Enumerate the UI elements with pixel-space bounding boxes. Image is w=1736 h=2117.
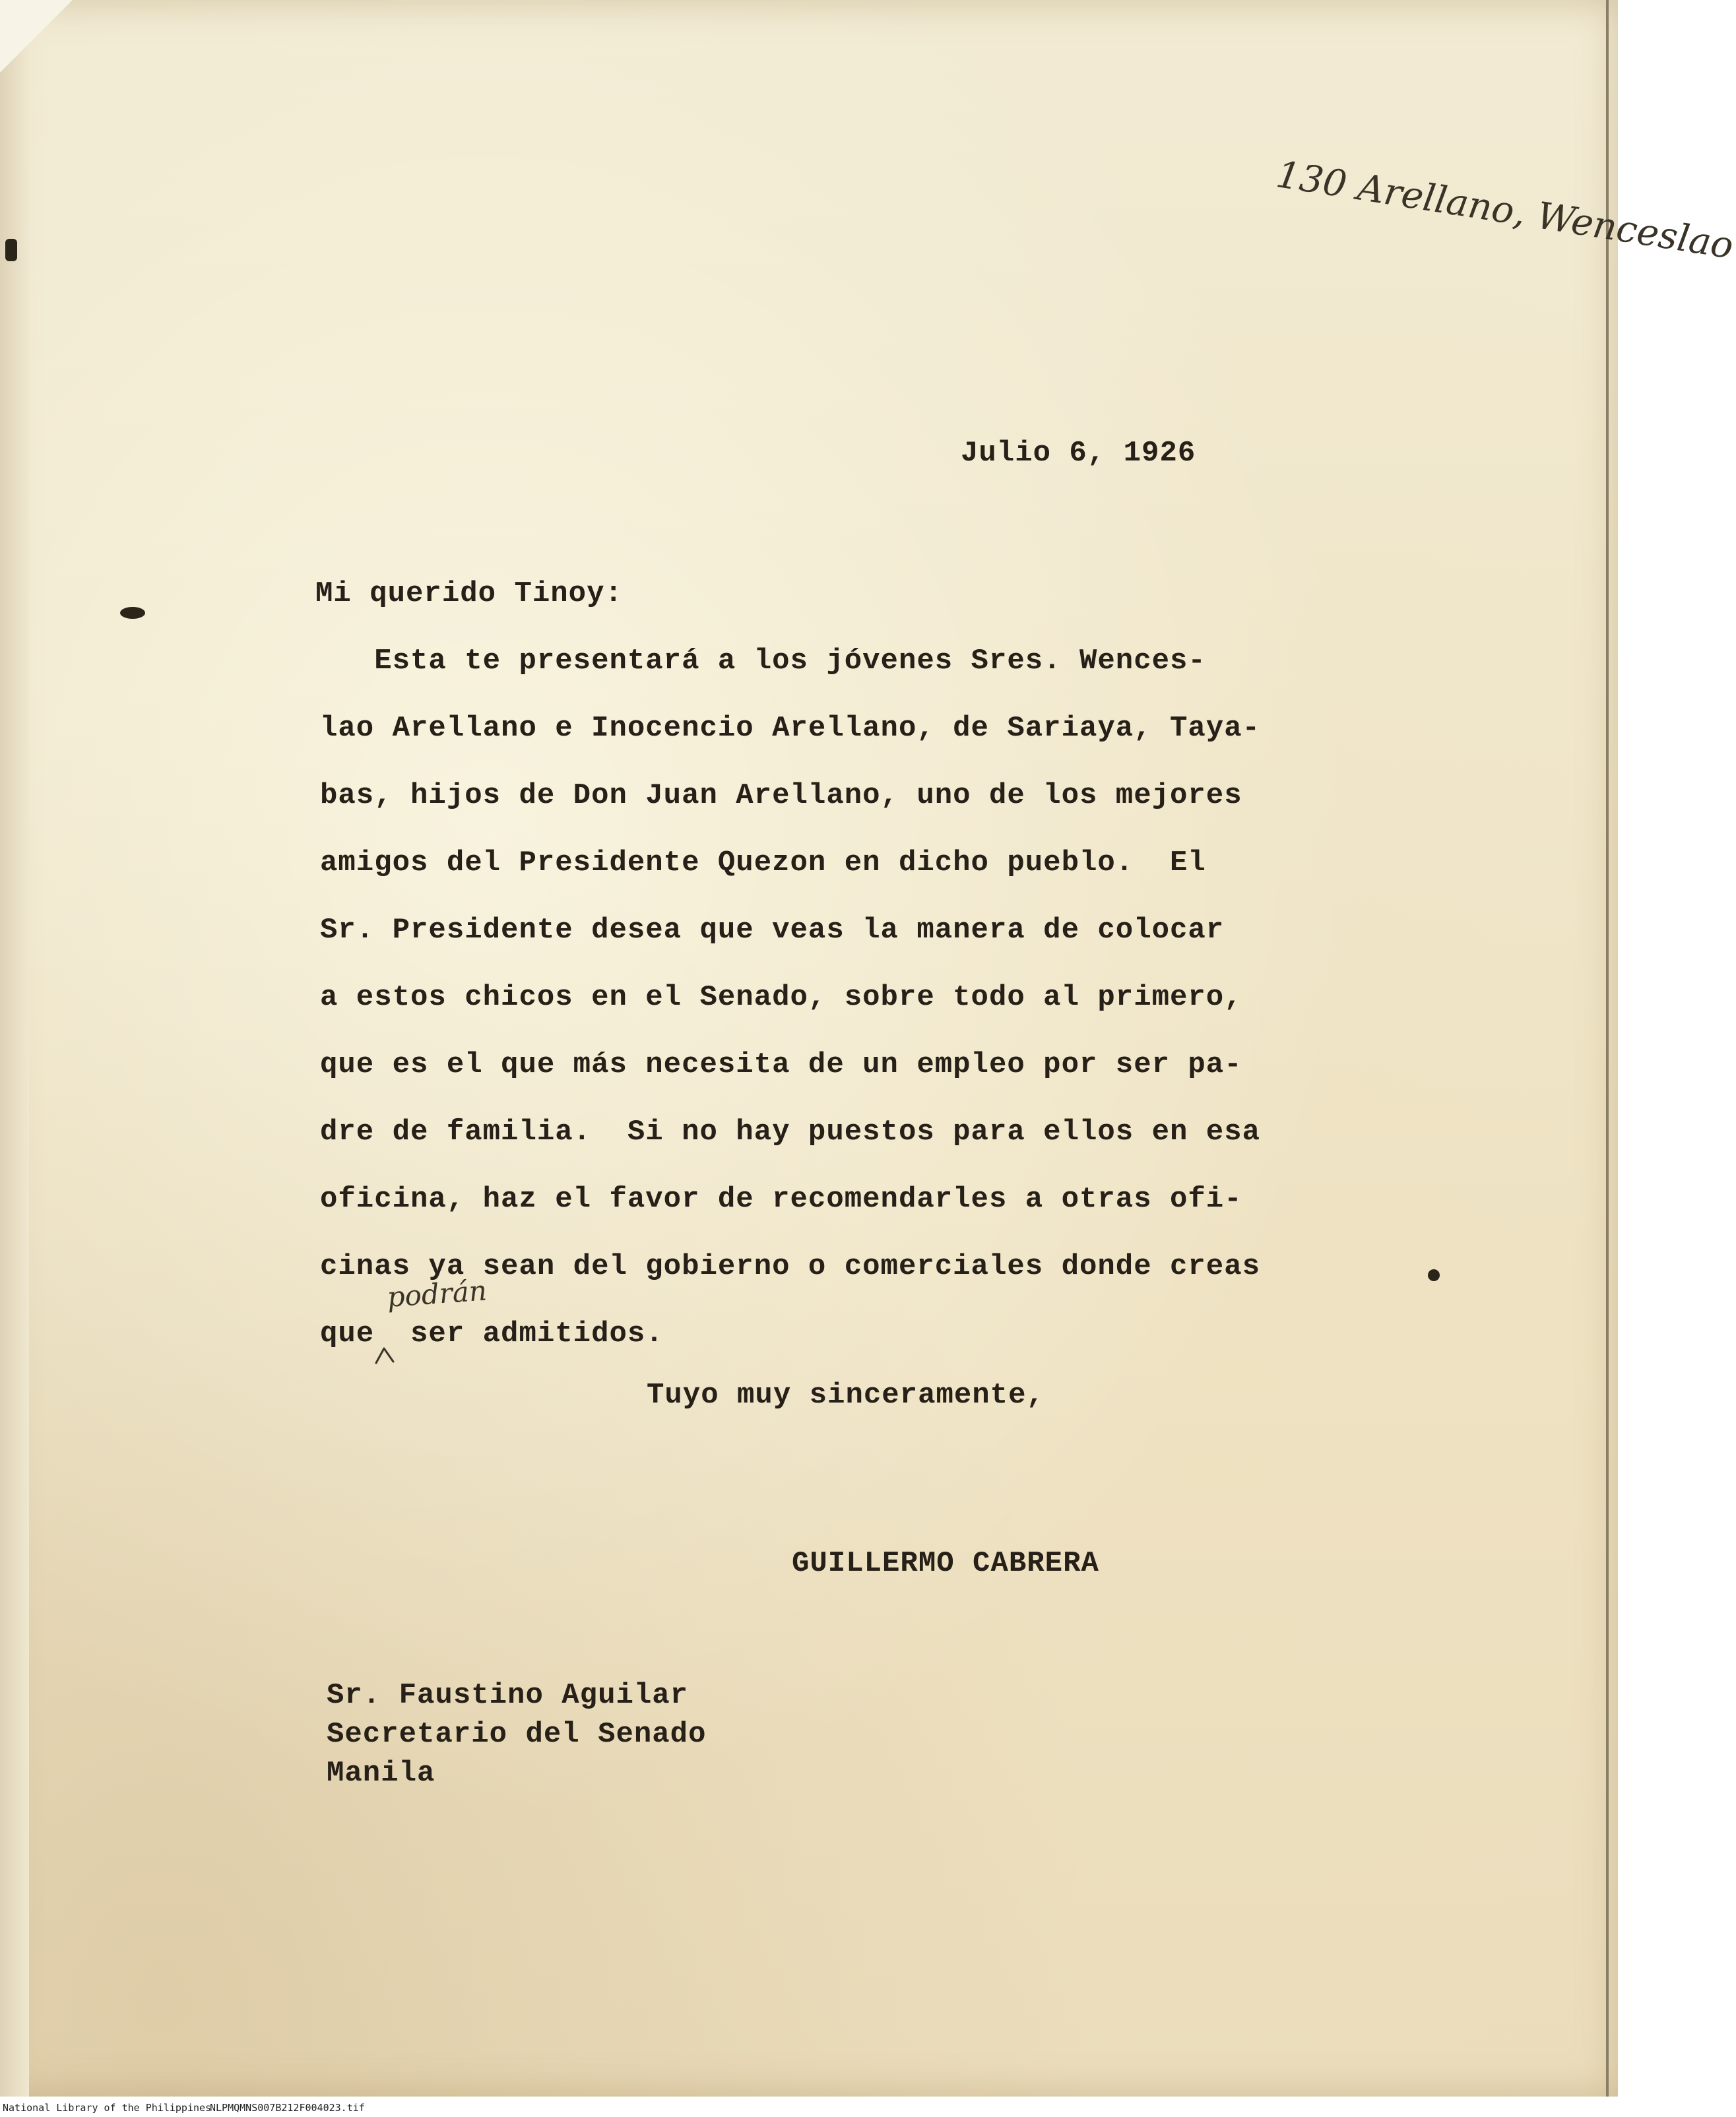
body-line: Esta te presentará a los jóvenes Sres. Wences-: [320, 645, 1206, 678]
recipient-city: Manila: [327, 1757, 435, 1790]
ink-blot-mark: [5, 239, 17, 261]
body-line: cinas ya sean del gobierno o comerciales donde creas: [320, 1250, 1261, 1283]
torn-corner: [0, 0, 73, 73]
body-line: amigos del Presidente Quezon en dicho pueblo. El: [320, 846, 1206, 879]
recipient-name: Sr. Faustino Aguilar: [327, 1679, 689, 1712]
footer-library-name: National Library of the Philippines: [3, 2102, 212, 2114]
footer-filename: NLPMQMNS007B212F004023.tif: [210, 2102, 365, 2114]
insertion-caret-mark: [373, 1346, 399, 1364]
paper-left-edge: [0, 0, 29, 2097]
handwritten-annotation: 130 Arellano, Wenceslao: [1273, 153, 1736, 268]
recipient-title: Secretario del Senado: [327, 1718, 707, 1751]
paper-right-edge: [1606, 0, 1609, 2097]
handwritten-insertion: podrán: [386, 1274, 488, 1313]
letter-body: [320, 641, 1260, 1381]
ink-blot-mark: [120, 607, 145, 619]
body-line: que ser admitidos.: [320, 1317, 664, 1350]
salutation: Mi querido Tinoy:: [315, 577, 623, 610]
body-line: oficina, haz el favor de recomendarles a otras ofi-: [320, 1183, 1242, 1216]
body-line: lao Arellano e Inocencio Arellano, de Sariaya, Taya-: [320, 712, 1261, 745]
body-line: dre de familia. Si no hay puestos para ellos en esa: [320, 1116, 1261, 1149]
body-line: bas, hijos de Don Juan Arellano, uno de los mejores: [320, 779, 1242, 812]
closing-line: Tuyo muy sinceramente,: [647, 1379, 1045, 1412]
signature-name: GUILLERMO CABRERA: [792, 1547, 1099, 1580]
body-line: que es el que más necesita de un empleo por ser pa-: [320, 1048, 1242, 1081]
ink-blot-mark: [1428, 1269, 1440, 1281]
body-line: a estos chicos en el Senado, sobre todo al primero,: [320, 981, 1242, 1014]
letter-date: Julio 6, 1926: [961, 437, 1196, 470]
body-line: Sr. Presidente desea que veas la manera de colocar: [320, 914, 1225, 947]
